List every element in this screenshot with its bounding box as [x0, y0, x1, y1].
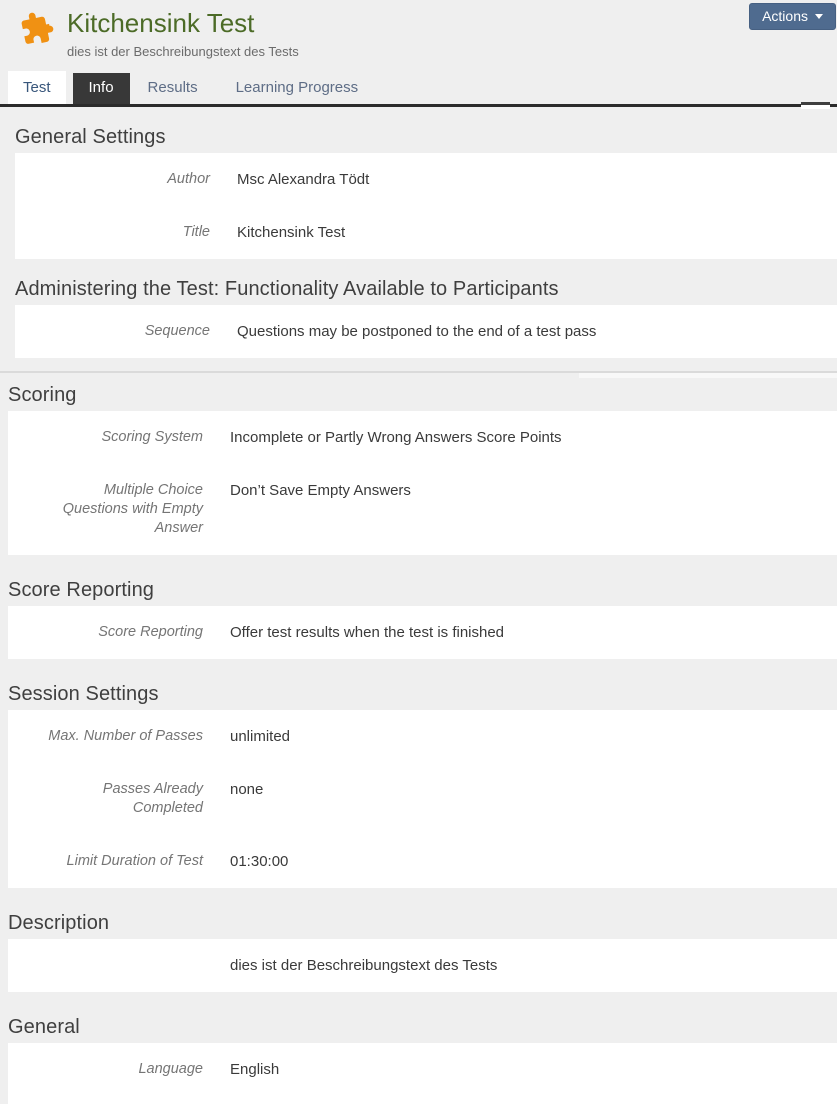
row-label: Title: [182, 224, 210, 240]
info-row-limit-duration-of-test: [8, 835, 837, 888]
info-row-score-reporting: [8, 606, 837, 659]
row-value: Offer test results when the test is finished: [230, 624, 505, 641]
tab-info[interactable]: Info: [73, 73, 130, 104]
row-value: 01:30:00: [230, 853, 289, 870]
row-label: Multiple Choice Questions with Empty Answer: [62, 482, 203, 536]
info-row-scoring-system: [8, 411, 837, 464]
row-label: Score Reporting: [98, 624, 203, 640]
section-panel-general-settings: [15, 153, 837, 259]
info-row: [8, 939, 837, 992]
section-title-general-settings: General Settings: [15, 126, 166, 148]
row-value: dies ist der Beschreibungstext des Tests: [230, 957, 498, 974]
section-panel-scoring: [8, 411, 837, 555]
section-panel-session-settings: [8, 710, 837, 888]
row-value: Incomplete or Partly Wrong Answers Score Points: [230, 429, 562, 446]
page-header: [0, 0, 837, 60]
info-block-top: [0, 124, 837, 358]
tab-test[interactable]: Test: [8, 71, 66, 104]
tab-learning-progress[interactable]: Learning Progress: [235, 79, 359, 96]
row-label: Passes Already Completed: [102, 781, 203, 816]
section-title-scoring: Scoring: [8, 384, 77, 406]
row-label: Limit Duration of Test: [66, 853, 203, 869]
puzzle-piece-icon: [17, 9, 55, 47]
page-subtitle: dies ist der Beschreibungstext des Tests: [67, 44, 299, 59]
row-value: Msc Alexandra Tödt: [237, 171, 370, 188]
info-row-max-number-of-passes: [8, 710, 837, 763]
info-row-title: [15, 206, 837, 259]
info-row-author: [15, 153, 837, 206]
section-title-score-reporting: Score Reporting: [8, 579, 155, 601]
info-block-bottom: [0, 382, 837, 1104]
section-panel-description: [8, 939, 837, 992]
tab-bar: [0, 74, 837, 107]
row-value: Don’t Save Empty Answers: [230, 482, 411, 499]
section-title-session-settings: Session Settings: [8, 683, 159, 705]
row-value: Kitchensink Test: [237, 224, 346, 241]
info-row-multiple-choice-questions-with-empty-answer: [8, 464, 837, 555]
row-label: Scoring System: [101, 429, 203, 445]
info-row-passes-already-completed: [8, 763, 837, 835]
section-divider: [0, 371, 837, 373]
row-label: Language: [138, 1061, 203, 1077]
actions-button[interactable]: [749, 3, 836, 30]
chevron-down-icon: [815, 14, 823, 19]
page-title: Kitchensink Test: [67, 8, 255, 38]
section-panel-general: [8, 1043, 837, 1104]
row-value: Questions may be postponed to the end of a test pass: [237, 323, 597, 340]
section-title-general: General: [8, 1016, 80, 1038]
tab-results[interactable]: Results: [147, 79, 198, 96]
section-panel-administering-the-test-functionality-available-to-participants: [15, 305, 837, 358]
actions-button-label: Actions: [762, 8, 808, 24]
section-panel-score-reporting: [8, 606, 837, 659]
row-label: Sequence: [144, 323, 210, 339]
row-label: Max. Number of Passes: [48, 728, 203, 744]
row-value: none: [230, 781, 264, 798]
row-label: Author: [167, 171, 210, 187]
info-row-sequence: [15, 305, 837, 358]
section-title-description: Description: [8, 912, 110, 934]
row-value: unlimited: [230, 728, 291, 745]
section-title-administering-the-test-functionality-available-to-participants: Administering the Test: Functionality Available to Participants: [15, 278, 559, 300]
row-value: English: [230, 1061, 280, 1078]
info-row-language: [8, 1043, 837, 1096]
